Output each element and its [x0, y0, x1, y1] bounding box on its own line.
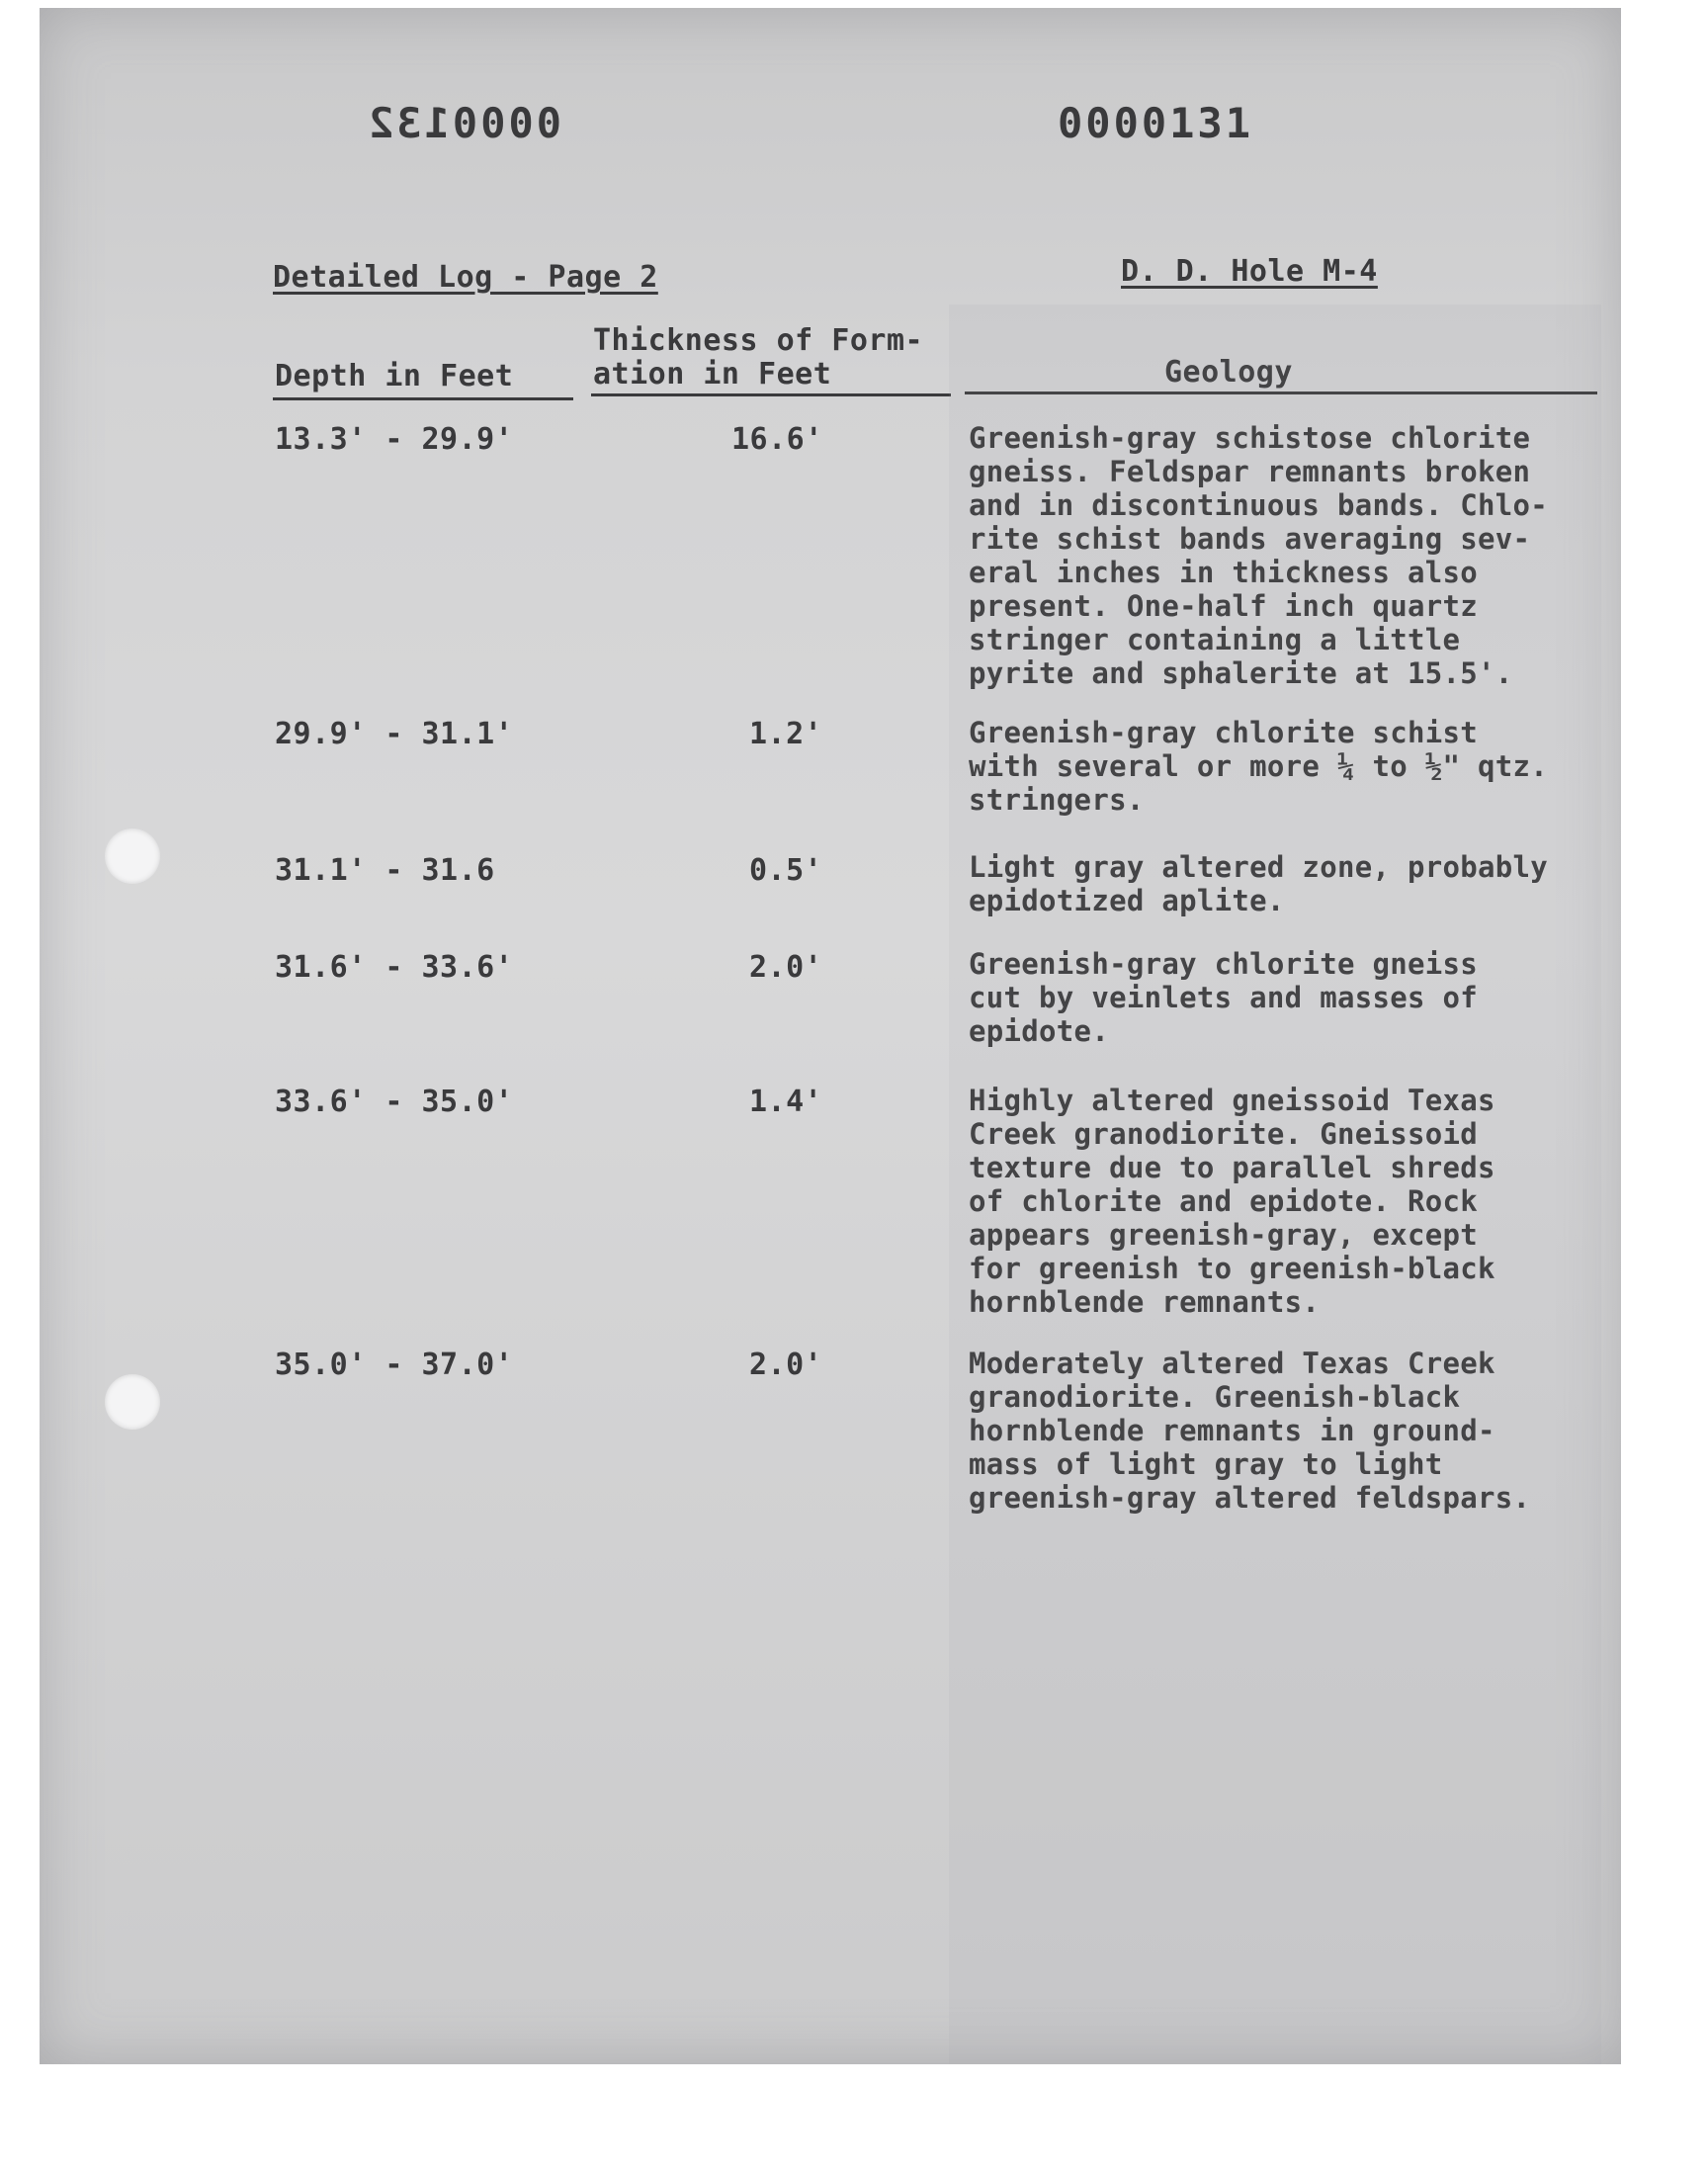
geology-line: Greenish-gray chlorite schist	[969, 716, 1479, 749]
row-depth: 31.6' - 33.6'	[275, 950, 514, 985]
geology-line: greenish-gray altered feldspars.	[969, 1481, 1531, 1515]
geology-line: Greenish-gray chlorite gneiss	[969, 947, 1479, 981]
geology-line: Creek granodiorite. Gneissoid	[969, 1117, 1479, 1151]
geology-line: texture due to parallel shreds	[969, 1151, 1495, 1184]
geology-line: and in discontinuous bands. Chlo-	[969, 488, 1549, 522]
column-rule-thickness	[591, 393, 951, 396]
geology-line: appears greenish-gray, except	[969, 1218, 1479, 1252]
page-stamp: 0000131	[1058, 99, 1254, 147]
geology-line: hornblende remnants.	[969, 1285, 1321, 1319]
geology-line: granodiorite. Greenish-black	[969, 1380, 1461, 1414]
geology-line: pyrite and sphalerite at 15.5'.	[969, 656, 1513, 690]
log-title: Detailed Log - Page 2	[273, 260, 658, 295]
row-thickness: 1.2'	[749, 717, 823, 751]
geology-line: mass of light gray to light	[969, 1447, 1443, 1481]
column-header-thickness-1: Thickness of Form-	[593, 323, 924, 358]
geology-line: cut by veinlets and masses of	[969, 981, 1479, 1014]
column-header-geology: Geology	[1164, 355, 1293, 390]
row-thickness: 0.5'	[749, 853, 823, 888]
punch-hole-lower	[105, 1374, 160, 1430]
column-rule-depth	[273, 397, 573, 400]
row-depth: 33.6' - 35.0'	[275, 1085, 514, 1119]
row-thickness: 2.0'	[749, 950, 823, 985]
row-geology	[969, 850, 1548, 917]
column-header-depth: Depth in Feet	[275, 359, 514, 393]
row-depth: 35.0' - 37.0'	[275, 1348, 514, 1382]
geology-line: present. One-half inch quartz	[969, 589, 1479, 623]
row-depth: 13.3' - 29.9'	[275, 422, 514, 457]
row-geology	[969, 1347, 1530, 1515]
geology-line: stringer containing a little	[969, 623, 1461, 656]
column-header-thickness-2: ation in Feet	[593, 357, 832, 392]
geology-line: epidotized aplite.	[969, 884, 1285, 917]
row-thickness: 2.0'	[749, 1348, 823, 1382]
geology-line: of chlorite and epidote. Rock	[969, 1184, 1479, 1218]
row-geology	[969, 716, 1548, 817]
row-depth: 29.9' - 31.1'	[275, 717, 514, 751]
geology-line: Moderately altered Texas Creek	[969, 1347, 1495, 1380]
geology-line: Light gray altered zone, probably	[969, 850, 1549, 884]
document-page	[40, 8, 1621, 2064]
geology-line: for greenish to greenish-black	[969, 1252, 1495, 1285]
page-stamp-mirrored: 0000132	[366, 99, 562, 147]
hole-id: D. D. Hole M-4	[1121, 254, 1378, 289]
geology-line: Greenish-gray schistose chlorite	[969, 421, 1531, 455]
row-depth: 31.1' - 31.6	[275, 853, 495, 888]
row-geology	[969, 947, 1478, 1048]
column-rule-geology	[965, 392, 1597, 394]
geology-line: rite schist bands averaging sev-	[969, 522, 1531, 556]
geology-line: Highly altered gneissoid Texas	[969, 1084, 1495, 1117]
geology-line: gneiss. Feldspar remnants broken	[969, 455, 1531, 488]
row-geology	[969, 1084, 1495, 1319]
geology-line: hornblende remnants in ground-	[969, 1414, 1495, 1447]
row-thickness: 16.6'	[731, 422, 823, 457]
geology-line: with several or more ¼ to ½" qtz.	[969, 749, 1549, 783]
geology-line: stringers.	[969, 783, 1145, 817]
geology-line: epidote.	[969, 1014, 1110, 1048]
punch-hole-upper	[105, 828, 160, 884]
geology-line: eral inches in thickness also	[969, 556, 1479, 589]
row-geology	[969, 421, 1548, 690]
row-thickness: 1.4'	[749, 1085, 823, 1119]
